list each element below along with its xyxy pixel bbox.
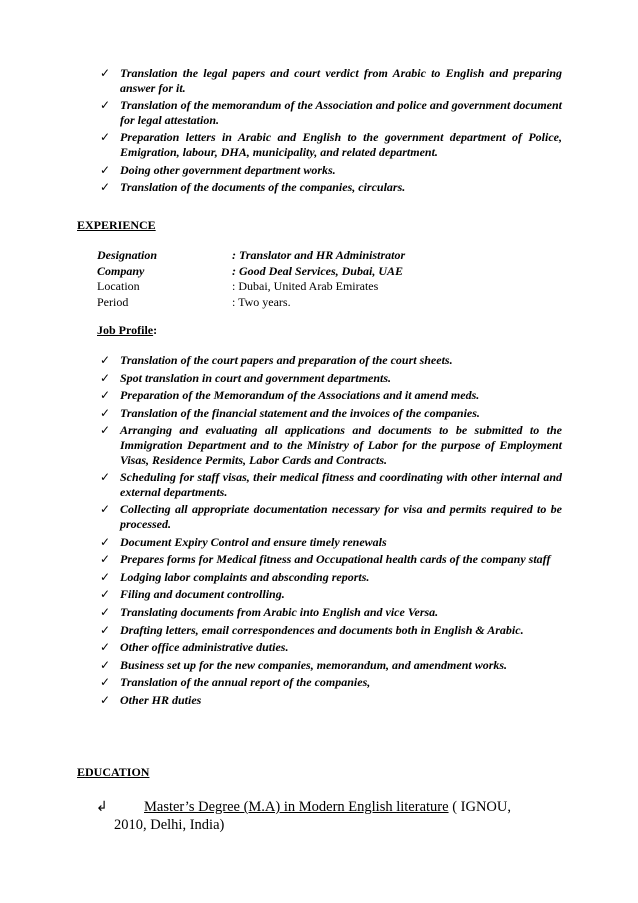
checkmark-icon: ✓ [100, 423, 111, 438]
education-entry [96, 798, 552, 834]
list-item-text: Collecting all appropriate documentation necessary for visa and permits required to be processed. [120, 502, 562, 531]
checkmark-icon: ✓ [100, 98, 111, 113]
list-item-text: Spot translation in court and government departments. [120, 370, 392, 385]
checkmark-icon: ✓ [100, 587, 111, 602]
checkmark-icon: ✓ [100, 162, 111, 177]
designation-label: Designation [97, 248, 158, 262]
list-item [100, 423, 562, 467]
list-item [100, 535, 562, 550]
list-item [100, 640, 562, 655]
return-arrow-icon: ↲ [96, 799, 108, 815]
list-item-text: Business set up for the new companies, memorandum, and amendment works. [120, 657, 508, 672]
list-item-text: Translation of the court papers and preparation of the court sheets. [120, 353, 453, 367]
list-item [100, 66, 562, 95]
list-item [100, 658, 562, 673]
period-label: Period [97, 294, 129, 309]
list-item-text: Translation of the financial statement and the invoices of the companies. [120, 405, 480, 420]
period-value: : Two years. [232, 294, 291, 309]
list-item-text: Doing other government department works. [120, 162, 336, 177]
checkmark-icon: ✓ [100, 534, 111, 549]
checkmark-icon: ✓ [100, 502, 111, 517]
checkmark-icon: ✓ [100, 604, 111, 619]
list-item [100, 470, 562, 499]
experience-details [97, 248, 537, 310]
degree-year-place: 2010, Delhi, India) [114, 817, 225, 833]
checkmark-icon: ✓ [100, 180, 111, 195]
list-item [100, 406, 562, 421]
company-row [97, 264, 537, 280]
company-label: Company [97, 263, 145, 278]
list-item-text: Translation the legal papers and court verdict from Arabic to English and preparing answer for it. [120, 66, 562, 95]
list-item [100, 180, 562, 195]
list-item [100, 675, 562, 690]
list-item [100, 163, 562, 178]
checkmark-icon: ✓ [100, 640, 111, 655]
job-profile-list [100, 353, 562, 710]
list-item-text: Translation of the annual report of the companies, [120, 675, 371, 690]
list-item [100, 570, 562, 585]
list-item [100, 371, 562, 386]
list-item [100, 587, 562, 602]
checkmark-icon: ✓ [100, 130, 111, 145]
list-item-text: Preparation letters in Arabic and English to the government department of Police, Emigration, labour, DHA, municipality, and related department. [120, 130, 562, 159]
checkmark-icon: ✓ [100, 692, 111, 707]
list-item [100, 388, 562, 403]
list-item-text: Other HR duties [120, 692, 202, 707]
list-item-text: Arranging and evaluating all applications and documents to be submitted to the Immigration Department and to the Ministry of Labor for the purpose of Employment Visas, Residence Permits, Labor Cards and Contracts. [120, 423, 562, 467]
list-item-text: Scheduling for staff visas, their medical fitness and coordinating with other internal and external departments. [120, 470, 562, 499]
list-item-text: Filing and document controlling. [120, 587, 285, 602]
checkmark-icon: ✓ [100, 405, 111, 420]
checkmark-icon: ✓ [100, 675, 111, 690]
list-item [100, 353, 562, 368]
checkmark-icon: ✓ [100, 657, 111, 672]
company-value: : Good Deal Services, Dubai, UAE [232, 263, 403, 278]
list-item [100, 693, 562, 708]
list-item-text: Preparation of the Memorandum of the Associations and it amend meds. [120, 388, 480, 403]
list-item [100, 552, 562, 567]
list-item [100, 605, 562, 620]
list-item-text: Document Expiry Control and ensure timely renewals [120, 534, 387, 549]
location-label: Location [97, 279, 140, 293]
checkmark-icon: ✓ [100, 388, 111, 403]
checkmark-icon: ✓ [100, 552, 111, 567]
designation-value: : Translator and HR Administrator [232, 248, 406, 262]
job-profile-label: Job Profile [97, 323, 154, 337]
checkmark-icon: ✓ [100, 370, 111, 385]
list-item-text: Other office administrative duties. [120, 640, 289, 655]
degree-institution: ( IGNOU, [448, 799, 511, 815]
list-item-text: Drafting letters, email correspondences and documents both in English & Arabic. [120, 622, 524, 637]
checkmark-icon: ✓ [100, 470, 111, 485]
experience-heading: EXPERIENCE [77, 218, 156, 232]
checkmark-icon: ✓ [100, 66, 111, 80]
education-heading: EDUCATION [77, 765, 150, 779]
list-item [100, 502, 562, 531]
list-item [100, 130, 562, 159]
list-item [100, 98, 562, 127]
checkmark-icon: ✓ [100, 353, 111, 367]
job-profile-colon: : [153, 323, 158, 337]
checkmark-icon: ✓ [100, 569, 111, 584]
list-item [100, 623, 562, 638]
list-item-text: Translation of the documents of the companies, circulars. [120, 180, 406, 195]
list-item-text: Prepares forms for Medical fitness and Occupational health cards of the company staff [120, 552, 551, 567]
responsibilities-list [100, 66, 562, 198]
checkmark-icon: ✓ [100, 622, 111, 637]
period-row [97, 295, 537, 311]
list-item-text: Lodging labor complaints and absconding reports. [120, 569, 370, 584]
designation-row [97, 248, 537, 264]
job-profile-heading [97, 323, 157, 338]
location-value: : Dubai, United Arab Emirates [232, 279, 379, 293]
list-item-text: Translating documents from Arabic into English and vice Versa. [120, 604, 439, 619]
location-row [97, 279, 537, 295]
degree-title: Master’s Degree (M.A) in Modern English literature [144, 799, 449, 815]
list-item-text: Translation of the memorandum of the Association and police and government document for legal attestation. [120, 98, 562, 127]
